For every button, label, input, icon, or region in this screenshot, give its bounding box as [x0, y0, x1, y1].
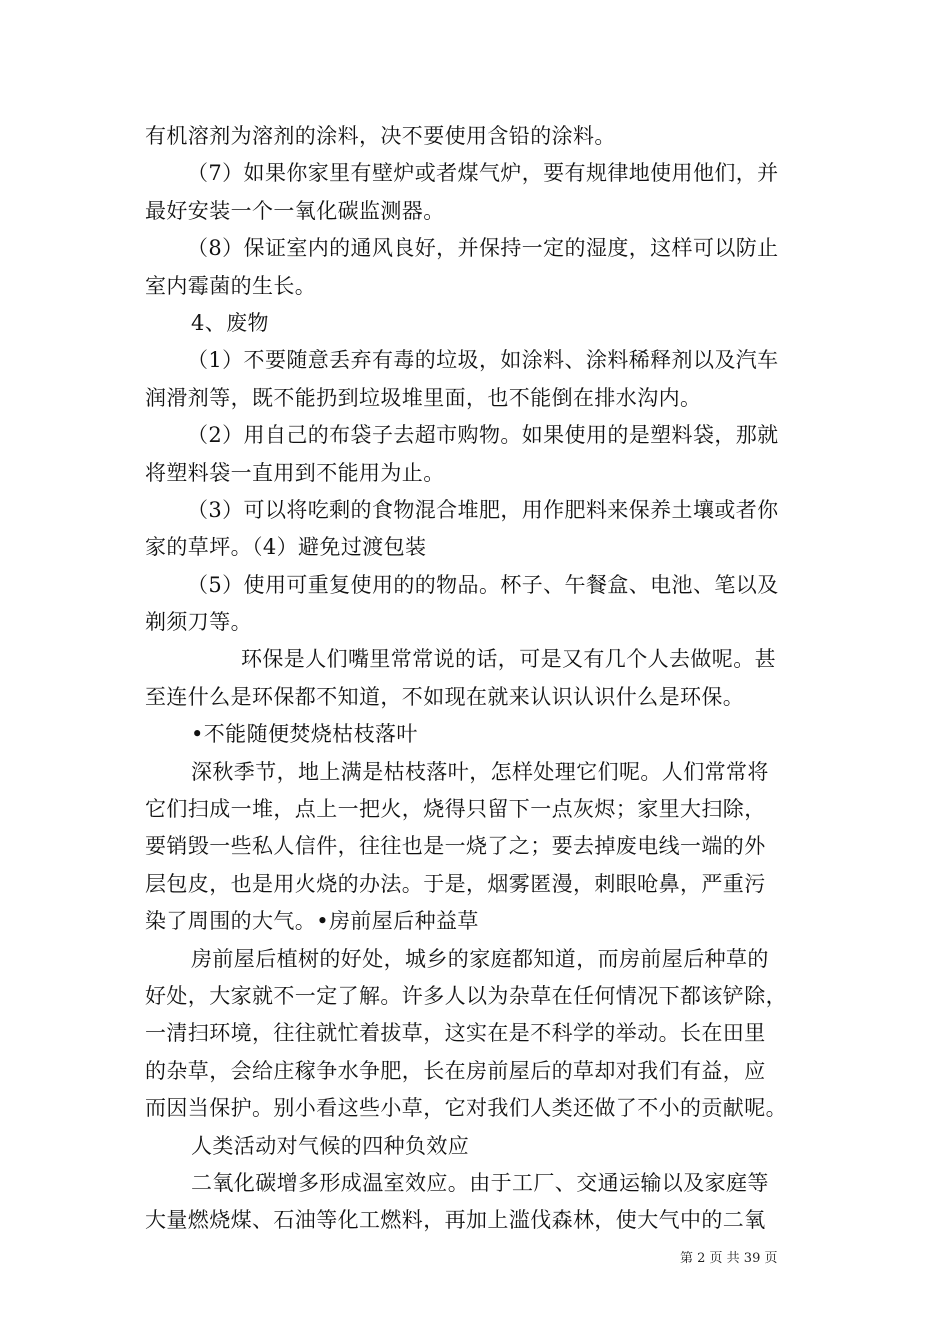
text-line: 房前屋后植树的好处，城乡的家庭都知道，而房前屋后种草的: [191, 946, 769, 971]
text-line: （8）保证室内的通风良好，并保持一定的湿度，这样可以防止: [187, 236, 779, 261]
text-line: 将塑料袋一直用到不能用为止。: [145, 460, 445, 485]
text-line: （7）如果你家里有壁炉或者煤气炉，要有规律地使用他们，并: [187, 161, 779, 186]
text-line: 它们扫成一堆，点上一把火，烧得只留下一点灰烬；家里大扫除，: [145, 797, 766, 822]
text-line: 要销毁一些私人信件，往往也是一烧了之；要去掉废电线一端的外: [145, 834, 766, 859]
section-heading: 人类活动对气候的四种负效应: [191, 1133, 470, 1158]
text-line: 深秋季节，地上满是枯枝落叶，怎样处理它们呢。人们常常将: [191, 759, 769, 784]
text-line: 环保是人们嘴里常常说的话，可是又有几个人去做呢。甚: [241, 647, 776, 672]
text-line: 而因当保护。别小看这些小草，它对我们人类还做了不小的贡献呢。: [145, 1096, 787, 1121]
bullet-heading: •不能随便焚烧枯枝落叶: [191, 722, 418, 747]
text-line: （5）使用可重复使用的的物品。杯子、午餐盒、电池、笔以及: [187, 572, 779, 597]
section-heading: 4、废物: [191, 310, 269, 335]
text-line: 大量燃烧煤、石油等化工燃料，再加上滥伐森林，使大气中的二氧: [145, 1208, 766, 1233]
text-line: 一清扫环境，往往就忙着拔草，这实在是不科学的举动。长在田里: [145, 1021, 766, 1046]
text-line: 二氧化碳增多形成温室效应。由于工厂、交通运输以及家庭等: [191, 1170, 769, 1195]
text-line: 剃须刀等。: [145, 610, 252, 635]
text-line: 有机溶剂为溶剂的涂料，决不要使用含铅的涂料。: [145, 124, 616, 148]
text-line: 好处，大家就不一定了解。许多人以为杂草在任何情况下都该铲除，: [145, 983, 787, 1008]
page-number: 第 2 页 共 39 页: [680, 1251, 778, 1266]
text-line: 室内霉菌的生长。: [145, 273, 317, 298]
text-line: （3）可以将吃剩的食物混合堆肥，用作肥料来保养土壤或者你: [187, 497, 779, 522]
text-line: 层包皮，也是用火烧的办法。于是，烟雾匿漫，刺眼呛鼻，严重污: [145, 871, 766, 896]
text-line: 家的草坪。（4）避免过渡包装: [145, 535, 427, 560]
text-line: 润滑剂等，既不能扔到垃圾堆里面，也不能倒在排水沟内。: [145, 385, 702, 410]
text-line: （2）用自己的布袋子去超市购物。如果使用的是塑料袋，那就: [187, 423, 779, 448]
text-line: （1）不要随意丢弃有毒的垃圾，如涂料、涂料稀释剂以及汽车: [187, 348, 779, 373]
document-body: [145, 118, 815, 1240]
text-line: 染了周围的大气。•房前屋后种益草: [145, 909, 479, 934]
text-line: 至连什么是环保都不知道，不如现在就来认识认识什么是环保。: [145, 684, 745, 709]
text-line: 的杂草，会给庄稼争水争肥，长在房前屋后的草却对我们有益，应: [145, 1058, 766, 1083]
text-line: 最好安装一个一氧化碳监测器。: [145, 198, 445, 223]
